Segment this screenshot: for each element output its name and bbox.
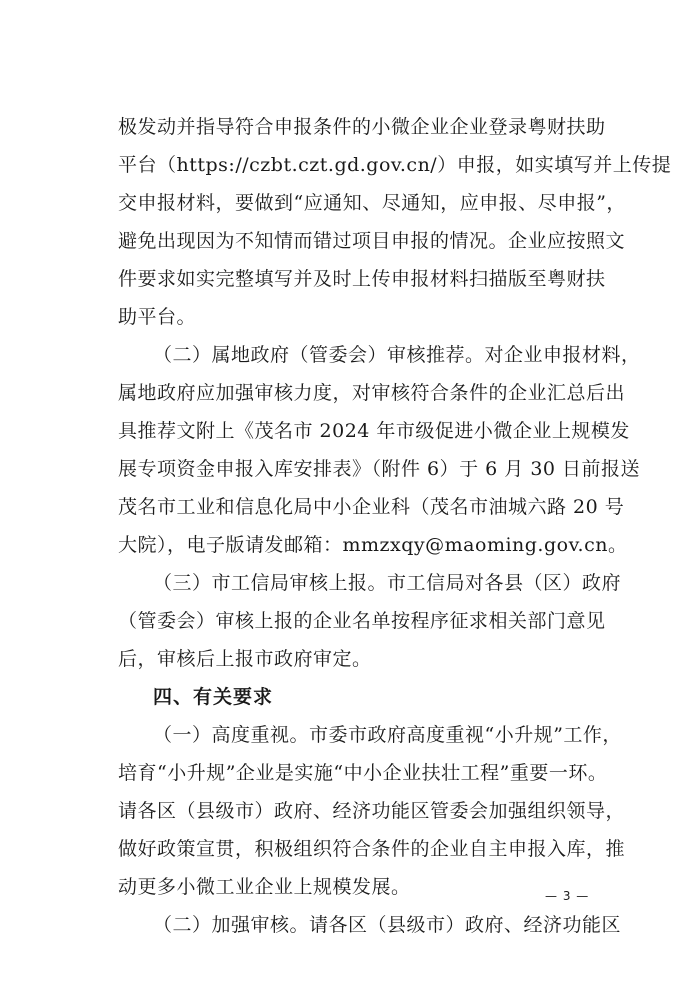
paragraph-text-line: （三）市工信局审核上报。市工信局对各县（区）政府 [153, 572, 622, 594]
body-text-line: 避免出现因为不知情而错过项目申报的情况。企业应按照文 [118, 230, 626, 252]
page-number: — 3 — [545, 889, 590, 903]
body-text-line: 展专项资金申报入库安排表》（附件 6）于 6 月 30 日前报送 [118, 458, 641, 480]
body-text-line: 动更多小微工业企业上规模发展。 [118, 876, 411, 898]
paragraph-text-line: （一）高度重视。市委市政府高度重视“小升规”工作， [153, 724, 622, 746]
body-text-line: 件要求如实完整填写并及时上传申报材料扫描版至粤财扶 [118, 268, 606, 290]
body-text-line: 交申报材料，要做到“应通知、尽通知，应申报、尽申报”， [118, 192, 626, 214]
body-text-line: 大院），电子版请发邮箱：mmzxqy@maoming.gov.cn。 [118, 534, 628, 556]
body-text-line: （管委会）审核上报的企业名单按程序征求相关部门意见 [118, 610, 606, 632]
body-text-line: 属地政府应加强审核力度，对审核符合条件的企业汇总后出 [118, 382, 626, 404]
body-text-line: 极发动并指导符合申报条件的小微企业企业登录粤财扶助 [118, 116, 606, 138]
body-text-line: 具推荐文附上《茂名市 2024 年市级促进小微企业上规模发 [118, 420, 630, 442]
paragraph-text-line: （二）加强审核。请各区（县级市）政府、经济功能区 [153, 914, 622, 936]
section-heading: 四、有关要求 [153, 686, 274, 708]
paragraph-text-line: （二）属地政府（管委会）审核推荐。对企业申报材料， [153, 344, 641, 366]
body-text-line: 后，审核后上报市政府审定。 [118, 648, 372, 670]
body-text-line: 培育“小升规”企业是实施“中小企业扶壮工程”重要一环。 [118, 762, 608, 784]
body-text-line: 平台（https://czbt.czt.gd.gov.cn/）申报，如实填写并上传提 [118, 154, 672, 176]
body-text-line: 助平台。 [118, 306, 197, 328]
body-text-line: 做好政策宣贯，积极组织符合条件的企业自主申报入库，推 [118, 838, 626, 860]
body-text-line: 请各区（县级市）政府、经济功能区管委会加强组织领导， [118, 800, 626, 822]
body-text-line: 茂名市工业和信息化局中小企业科（茂名市油城六路 20 号 [118, 496, 625, 518]
